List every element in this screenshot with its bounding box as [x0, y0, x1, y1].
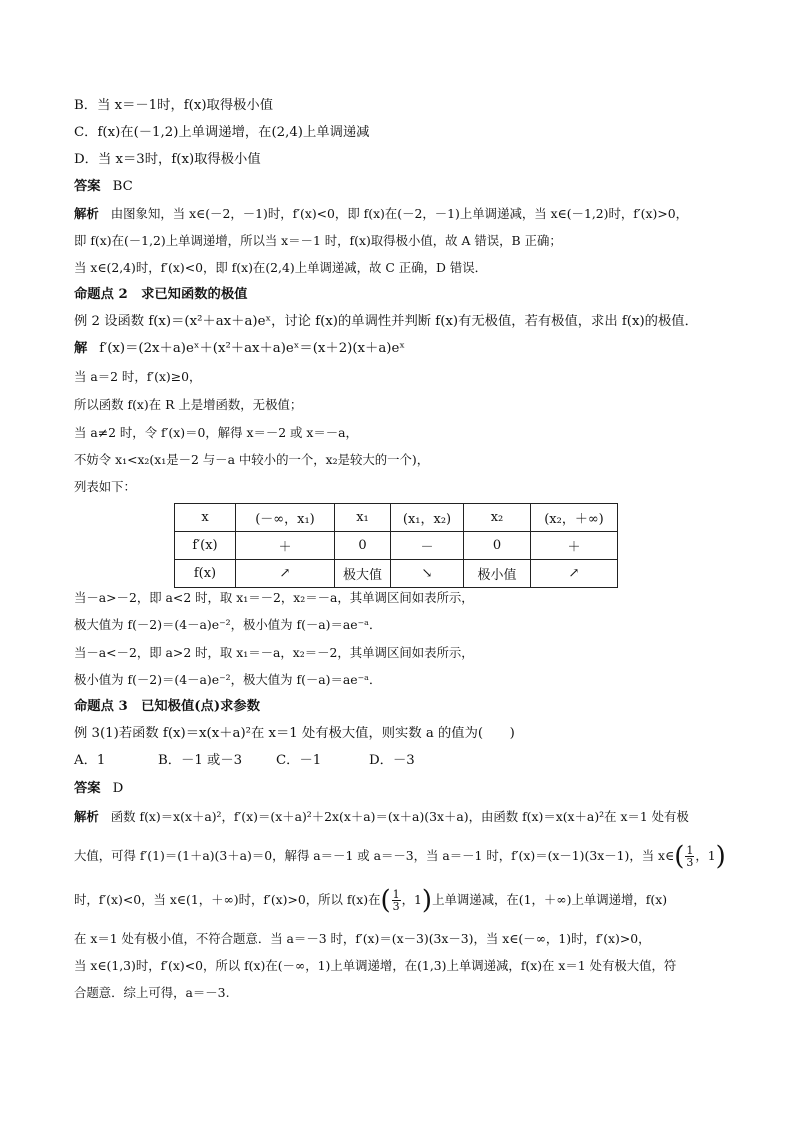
solution-1-line-2: 即 f(x)在(－1,2)上单调递增，所以当 x＝－1 时，f(x)取得极小值，故 A 错误，B 正确； — [74, 233, 562, 248]
table-cell: f′(x) — [175, 532, 236, 560]
answer-3 — [74, 780, 754, 798]
choice-d: D．－3 — [369, 753, 415, 768]
answer-label: 答案 — [74, 781, 101, 796]
table-row — [175, 532, 618, 560]
answer-label: 答案 — [74, 179, 101, 194]
solution-1-line-3: 当 x∈(2,4)时，f′(x)<0，即 f(x)在(2,4)上单调递减，故 C 正确，D 错误． — [74, 260, 487, 275]
answer-value: BC — [112, 179, 133, 194]
solution-2-line-1 — [74, 340, 754, 358]
choice-c: C．－1 — [276, 753, 322, 768]
solution-1-line-1 — [74, 205, 754, 223]
solution-2-line-3: 所以函数 f(x)在 R 上是增函数，无极值； — [74, 397, 303, 412]
table-cell: ↘ — [391, 560, 464, 588]
solution-3-line-5: 当 x∈(1,3)时，f′(x)<0，所以 f(x)在(－∞，1)上单调递增，在(1,3)上单调递减，f(x)在 x＝1 处有极大值，符 — [74, 958, 677, 973]
fraction-numerator: 1 — [392, 888, 400, 901]
solution-3-line-1 — [74, 808, 754, 826]
solution-label: 解 — [74, 341, 88, 356]
fraction — [685, 845, 694, 868]
table-cell: (x₁，x₂) — [391, 504, 464, 532]
fraction-denominator: 3 — [392, 900, 400, 913]
table-cell: (－∞，x₁) — [236, 504, 335, 532]
table-cell: ＋ — [531, 532, 618, 560]
case-1-line-2: 极大值为 f(－2)＝(4－a)e⁻²，极小值为 f(－a)＝ae⁻ᵃ． — [74, 617, 382, 632]
solution-text: 上单调递减，在(1，＋∞)上单调递增，f(x) — [432, 892, 668, 907]
solution-text: 由图象知，当 x∈(－2，－1)时，f′(x)<0，即 f(x)在(－2，－1)上单调递减，当 x∈(－1,2)时，f′(x)>0， — [110, 206, 688, 221]
solution-2-line-2: 当 a＝2 时，f′(x)≥0， — [74, 369, 202, 384]
table-row — [175, 504, 618, 532]
table-cell: － — [391, 532, 464, 560]
option-b: B．当 x＝－1时，f(x)取得极小值 — [74, 98, 274, 113]
table-row — [175, 560, 618, 588]
solution-text: 时，f′(x)<0，当 x∈(1，＋∞)时，f′(x)>0，所以 f(x)在 — [74, 892, 381, 907]
table-cell: f(x) — [175, 560, 236, 588]
table-cell: ＋ — [236, 532, 335, 560]
table-cell: x — [175, 504, 236, 532]
option-d: D．当 x＝3时，f(x)取得极小值 — [74, 152, 261, 167]
solution-label: 解析 — [74, 206, 99, 221]
answer-value: D — [112, 781, 124, 796]
section-heading-2: 命题点 2 求已知函数的极值 — [74, 287, 248, 302]
solution-3-line-6: 合题意．综上可得，a＝－3. — [74, 985, 230, 1000]
table-cell: x₁ — [335, 504, 391, 532]
close-paren: ) — [715, 841, 726, 872]
solution-2-line-4: 当 a≠2 时，令 f′(x)＝0，解得 x＝－2 或 x＝－a， — [74, 425, 358, 440]
option-c: C．f(x)在(－1,2)上单调递增，在(2,4)上单调递减 — [74, 125, 370, 140]
open-paren: ( — [380, 885, 391, 916]
choice-a: A．1 — [74, 753, 106, 768]
table-cell: ↗ — [236, 560, 335, 588]
table-cell: (x₂，＋∞) — [531, 504, 618, 532]
case-2-line-1: 当－a<－2，即 a>2 时，取 x₁＝－a，x₂＝－2，其单调区间如表所示， — [74, 645, 474, 660]
sign-table — [174, 503, 618, 588]
solution-text: 大值，可得 f′(1)＝(1＋a)(3＋a)＝0，解得 a＝－1 或 a＝－3，当 a＝－1 时，f′(x)＝(x－1)(3x－1)，当 x∈ — [74, 848, 675, 863]
interval-end: 1 — [707, 848, 716, 863]
fraction — [392, 889, 401, 912]
solution-3-line-2: 大值，可得 f′(1)＝(1＋a)(3＋a)＝0，解得 a＝－1 或 a＝－3，当 a＝－1 时，f′(x)＝(x－1)(3x－1)，当 x∈( $\frac{1}{3}$ ，1) — [74, 841, 726, 872]
solution-text: f′(x)＝(2x＋a)eˣ＋(x²＋ax＋a)eˣ＝(x＋2)(x＋a)eˣ — [99, 341, 405, 356]
section-heading-3: 命题点 3 已知极值(点)求参数 — [74, 699, 261, 714]
interval-end: 1 — [414, 892, 422, 907]
solution-3-line-4: 在 x＝1 处有极小值，不符合题意．当 a＝－3 时，f′(x)＝(x－3)(3x－3)，当 x∈(－∞，1)时，f′(x)>0， — [74, 931, 651, 946]
solution-text: 函数 f(x)＝x(x＋a)²，f′(x)＝(x＋a)²＋2x(x＋a)＝(x＋a)(3x＋a)，由函数 f(x)＝x(x＋a)²在 x＝1 处有极 — [110, 809, 689, 824]
table-cell: x₂ — [464, 504, 531, 532]
solution-3-line-3: 时，f′(x)<0，当 x∈(1，＋∞)时，f′(x)>0，所以 f(x)在( $\frac{1}{3}$ ，1)上单调递减，在(1，＋∞)上单调递增，f(x) — [74, 885, 668, 916]
table-cell: 极大值 — [335, 560, 391, 588]
solution-2-line-6: 列表如下： — [74, 479, 136, 494]
table-cell: 0 — [464, 532, 531, 560]
fraction-denominator: 3 — [686, 856, 694, 869]
answer-1 — [74, 178, 754, 196]
fraction-numerator: 1 — [686, 844, 694, 857]
close-paren: ) — [421, 885, 433, 916]
solution-label: 解析 — [74, 809, 99, 824]
solution-2-line-5: 不妨令 x₁<x₂(x₁是－2 与－a 中较小的一个，x₂是较大的一个)， — [74, 452, 430, 467]
choice-b: B．－1 或－3 — [158, 753, 243, 768]
case-1-line-1: 当－a>－2，即 a<2 时，取 x₁＝－2，x₂＝－a，其单调区间如表所示， — [74, 590, 474, 605]
example-2: 例 2 设函数 f(x)＝(x²＋ax＋a)eˣ，讨论 f(x)的单调性并判断 f(x)有无极值，若有极值，求出 f(x)的极值． — [74, 314, 698, 329]
open-paren: ( — [674, 841, 685, 872]
example-3: 例 3(1)若函数 f(x)＝x(x＋a)²在 x＝1 处有极大值，则实数 a 的值为( ) — [74, 726, 515, 741]
table-cell: 0 — [335, 532, 391, 560]
table-cell: ↗ — [531, 560, 618, 588]
case-2-line-2: 极小值为 f(－2)＝(4－a)e⁻²，极大值为 f(－a)＝ae⁻ᵃ． — [74, 672, 382, 687]
table-cell: 极小值 — [464, 560, 531, 588]
